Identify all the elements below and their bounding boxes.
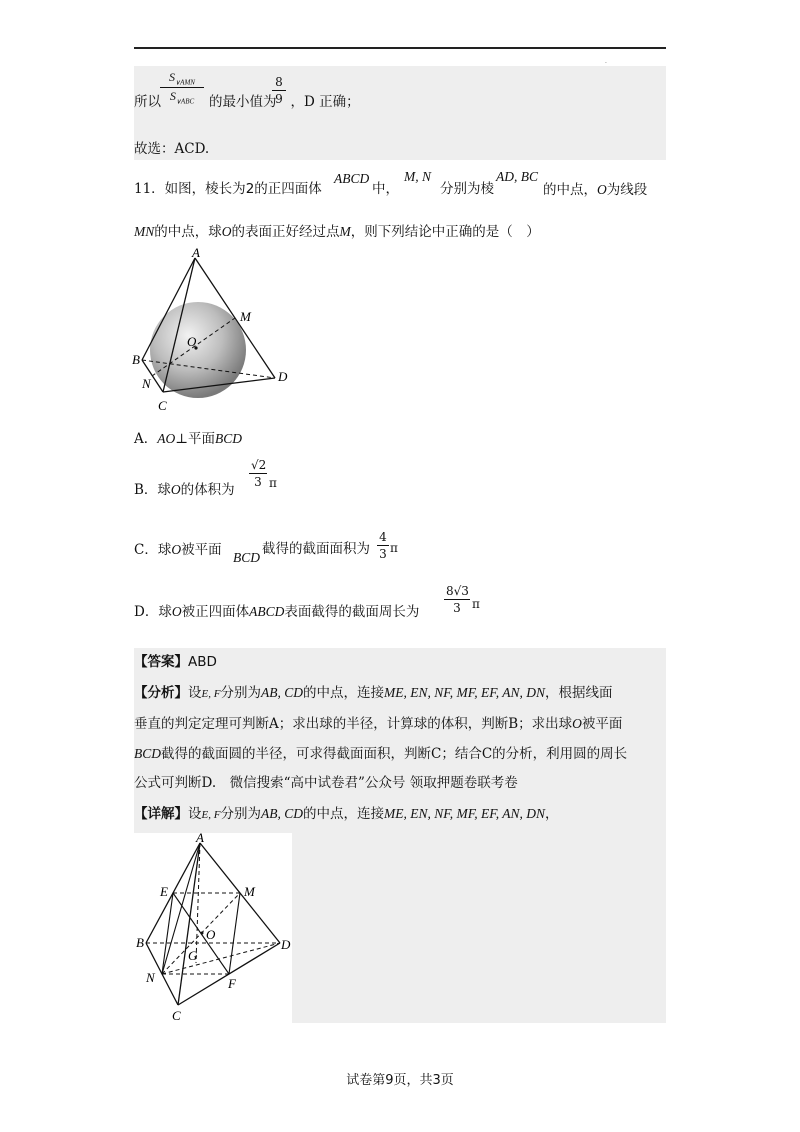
option-b: B．球O的体积为 (134, 482, 235, 498)
q11-line-1: 11．如图，棱长为2的正四面体 (134, 181, 322, 197)
figure-tetrahedron-detail (134, 833, 292, 1023)
q11-line-1d: 的中点，O为线段 (543, 182, 648, 198)
option-d: D．球O被正四面体ABCD表面截得的截面周长为 (134, 604, 420, 620)
header-rule (134, 47, 666, 49)
prev-choice: 故选：ACD. (134, 141, 210, 157)
ratio-fraction: $S_{\vee AMN}$ $S_{\vee ABC}$ (160, 70, 204, 106)
option-c-text: 截得的截面面积为 (262, 541, 370, 557)
analysis-line-1: 【分析】设E, F分别为AB, CD的中点，连接ME, EN, NF, MF, EF, AN, DN，根据线面 (134, 685, 613, 701)
min-value-fraction: $\frac{8}{9}$ (272, 75, 286, 106)
label-A: A (192, 248, 200, 260)
label-B: B (132, 352, 140, 367)
q11-line-1c: 分别为棱 (440, 181, 494, 197)
analysis-line-4: 公式可判断D. 微信搜索“高中试卷君”公众号 领取押题卷联考卷 (134, 775, 518, 791)
prev-line: 所以 的最小值为 ，D 正确； (134, 94, 360, 110)
analysis-line-2: 垂直的判定定理可判断A；求出球的半径，计算球的体积，判断B；求出球O被平面 (134, 716, 623, 732)
option-c-fraction: $\frac{4}{3}$ (377, 530, 389, 561)
label2-F: F (228, 976, 236, 991)
q11-line-1b: 中， (372, 181, 399, 197)
label2-G: G (188, 948, 198, 963)
label-O: O (187, 334, 197, 349)
q11-line-2: MN的中点，球O的表面正好经过点M，则下列结论中正确的是（ ） (134, 224, 540, 240)
option-d-pi: π (472, 597, 480, 611)
label2-N: N (146, 970, 155, 985)
option-c-pi: π (390, 541, 398, 555)
option-c-plane: BCD (233, 550, 260, 565)
label2-O: O (206, 927, 216, 942)
page-dot: · (605, 60, 607, 67)
prev-solution-block (134, 66, 666, 160)
option-c: C．球O被平面 (134, 542, 222, 558)
label2-E: E (160, 884, 168, 899)
label2-C: C (172, 1008, 181, 1023)
option-b-fraction: $\frac{√2}{3}$ (251, 458, 267, 489)
detail-line: 【详解】设E, F分别为AB, CD的中点，连接ME, EN, NF, MF, EF, AN, DN， (134, 806, 559, 822)
answer-line: 【答案】ABD (134, 654, 217, 670)
analysis-line-3: BCD截得的截面圆的半径，可求得截面面积，判断C；结合C的分析，利用圆的周长 (134, 746, 628, 762)
label2-D: D (281, 937, 291, 952)
q11-mn: M, N (404, 169, 431, 184)
label-M: M (240, 309, 251, 324)
label2-A: A (196, 833, 204, 845)
page-footer: 试卷第9页，共3页 (346, 1073, 454, 1088)
option-d-fraction: $\frac{8√3}{3}$ (446, 584, 469, 615)
option-a: A．AO⊥平面BCD (134, 431, 242, 447)
q11-abcd: ABCD (334, 171, 370, 186)
label-D: D (278, 369, 288, 384)
q11-ad-bc: AD, BC (496, 169, 538, 184)
label2-M: M (244, 884, 255, 899)
option-b-pi: π (269, 476, 277, 490)
label-C: C (158, 398, 167, 413)
label2-B: B (136, 935, 144, 950)
label-N: N (142, 376, 151, 391)
figure-tetrahedron-sphere (130, 248, 310, 418)
